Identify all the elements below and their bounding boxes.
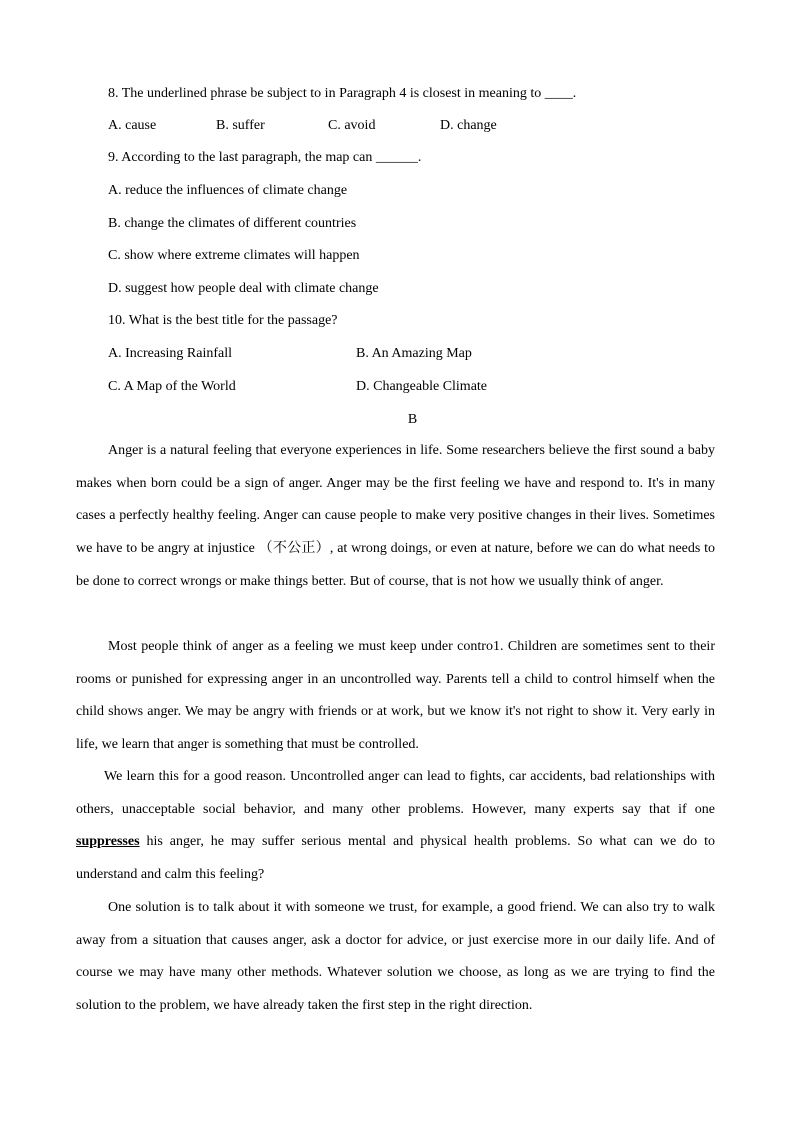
question-10-options-row-2 <box>108 378 608 396</box>
passage-paragraph-3-text <box>76 761 715 892</box>
question-8-option-a: A. cause <box>108 118 157 133</box>
passage-paragraph-1 <box>76 435 715 599</box>
underlined-keyword: suppresses <box>76 834 140 850</box>
passage-paragraph-2-text: Most people think of anger as a feeling we must keep under contro1. Children are sometimes sent to their rooms or punished for expressing anger in an uncontrolled way. Parents tell a child to control himself when the child shows anger. We may be angry with friends or at work, but we know it's not right to show it. Very early in life, we learn that anger is something that must be controlled. <box>76 639 715 753</box>
question-10-stem: 10. What is the best title for the passage? <box>108 313 338 328</box>
passage-paragraph-3-before: We learn this for a good reason. Uncontrolled anger can lead to fights, car accidents, bad relationships with others, unacceptable social behavior, and many other problems. However, many experts say that if one <box>76 769 715 817</box>
question-9-option-a: A. reduce the influences of climate change <box>108 183 348 198</box>
passage-paragraph-4-text: One solution is to talk about it with someone we trust, for example, a good friend. We can also try to walk away from a situation that causes anger, ask a doctor for advice, or just exercise more in our daily life. And of course we may have many other methods. Whatever solution we choose, as long as we are trying to find the solution to the problem, we have already taken the first step in the right direction. <box>76 900 715 1014</box>
passage-paragraph-4 <box>76 892 715 1023</box>
question-9-option-b: B. change the climates of different countries <box>108 216 357 231</box>
question-8-stem: 8. The underlined phrase be subject to in Paragraph 4 is closest in meaning to ____. <box>108 86 577 101</box>
question-10-option-a: A. Increasing Rainfall <box>108 346 233 361</box>
question-8-option-c: C. avoid <box>328 118 376 133</box>
question-9-option-c: C. show where extreme climates will happen <box>108 248 360 263</box>
passage-paragraph-3-after: his anger, he may suffer serious mental and physical health problems. So what can we do to understand and calm this feeling? <box>76 834 715 883</box>
section-label: B <box>407 412 418 427</box>
question-10-option-b: B. An Amazing Map <box>356 346 472 361</box>
question-8-option-b: B. suffer <box>216 118 265 133</box>
passage-paragraph-1-text: Anger is a natural feeling that everyone experiences in life. Some researchers believe the first sound a baby makes when born could be a sign of anger. Anger may be the first feeling we have and respond to. It's in many cases a perfectly healthy feeling. Anger can cause people to make very positive changes in their lives. Sometimes we have to be angry at injustice （不公正）, at wrong doings, or even at nature, before we can do what needs to be done to correct wrongs or make things better. But of course, that is not how we usually think of anger. <box>76 443 715 589</box>
passage-paragraph-3 <box>76 761 715 892</box>
question-10-options-row-1 <box>108 345 608 363</box>
question-8-options <box>108 117 628 135</box>
passage-paragraph-2 <box>76 631 715 762</box>
question-10-option-c: C. A Map of the World <box>108 379 236 394</box>
question-9-option-d: D. suggest how people deal with climate change <box>108 281 379 296</box>
question-10-option-d: D. Changeable Climate <box>356 379 488 394</box>
question-9-stem: 9. According to the last paragraph, the map can ______. <box>108 150 422 165</box>
question-8-option-d: D. change <box>440 118 497 133</box>
